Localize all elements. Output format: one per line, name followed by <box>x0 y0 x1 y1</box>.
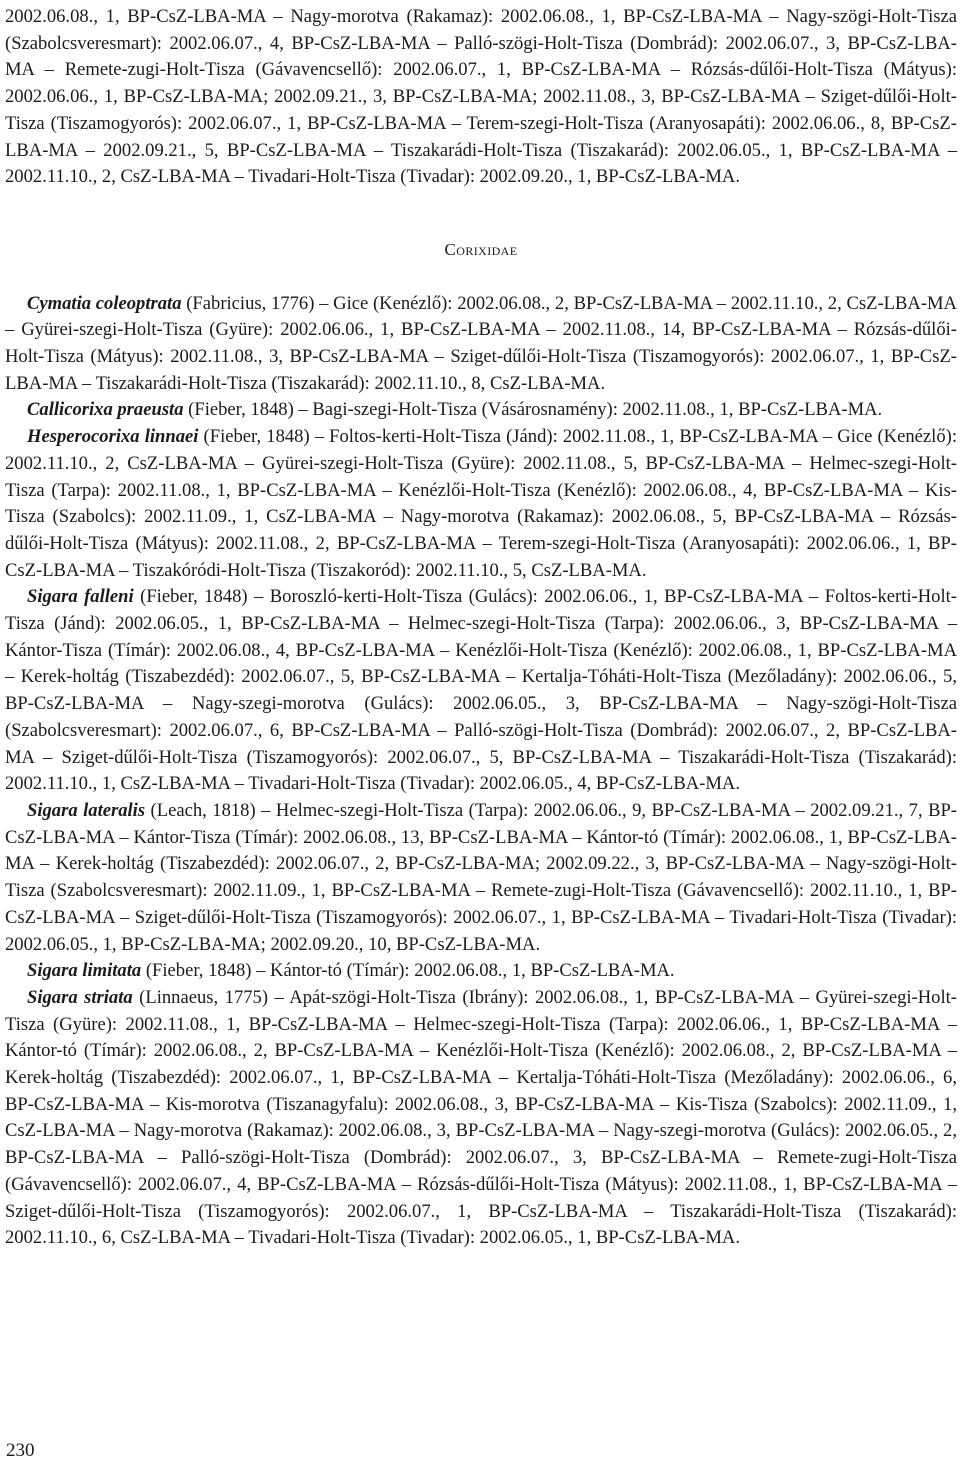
species-entry <box>5 958 957 985</box>
species-name: Sigara falleni <box>27 586 134 608</box>
species-name: Sigara striata <box>27 986 133 1008</box>
species-name: Cymatia coleoptrata <box>27 292 182 314</box>
species-records: (Fieber, 1848) – Foltos-kerti-Holt-Tisza (Jánd): 2002.11.08., 1, BP-CsZ-LBA-MA – Gice (Kenézlő): 2002.11.10., 2, CsZ-LBA-MA – Gyürei-szegi-Holt-Tisza (Gyüre): 2002.11.08., 5, BP-CsZ-LBA-MA – Helmec-szegi-Holt-Tisza (Tarpa): 2002.11.08., 1, BP-CsZ-LBA-MA – Kenézlői-Holt-Tisza (Kenézlő): 2002.06.08., 4, BP-CsZ-LBA-MA – Kis-Tisza (Szabolcs): 2002.11.09., 1, CsZ-LBA-MA – Nagy-morotva (Rakamaz): 2002.06.08., 5, BP-CsZ-LBA-MA – Rózsás-dűlői-Holt-Tisza (Mátyus): 2002.11.08., 2, BP-CsZ-LBA-MA – Terem-szegi-Holt-Tisza (Aranyosapáti): 2002.06.06., 1, BP-CsZ-LBA-MA – Tiszakóródi-Holt-Tisza (Tiszakoród): 2002.11.10., 5, CsZ-LBA-MA. <box>5 426 957 581</box>
species-name: Sigara limitata <box>27 960 142 982</box>
species-name: Callicorixa praeusta <box>27 399 184 421</box>
species-records: (Linnaeus, 1775) – Apát-szögi-Holt-Tisza (Ibrány): 2002.06.08., 1, BP-CsZ-LBA-MA – Gyürei-szegi-Holt-Tisza (Gyüre): 2002.11.08., 1, BP-CsZ-LBA-MA – Helmec-szegi-Holt-Tisza (Tarpa): 2002.06.06., 1, BP-CsZ-LBA-MA – Kántor-tó (Tímár): 2002.06.08., 2, BP-CsZ-LBA-MA – Kenézlői-Holt-Tisza (Kenézlő): 2002.06.08., 2, BP-CsZ-LBA-MA – Kerek-holtág (Tiszabezdéd): 2002.06.07., 1, BP-CsZ-LBA-MA – Kertalja-Tóháti-Holt-Tisza (Mezőladány): 2002.06.06., 6, BP-CsZ-LBA-MA – Kis-morotva (Tiszanagyfalu): 2002.06.08., 3, BP-CsZ-LBA-MA – Kis-Tisza (Szabolcs): 2002.11.09., 1, CsZ-LBA-MA – Nagy-morotva (Rakamaz): 2002.06.08., 3, BP-CsZ-LBA-MA – Nagy-szegi-morotva (Gulács): 2002.06.05., 2, BP-CsZ-LBA-MA – Palló-szögi-Holt-Tisza (Dombrád): 2002.06.07., 3, BP-CsZ-LBA-MA – Remete-zugi-Holt-Tisza (Gávavencsellő): 2002.06.07., 4, BP-CsZ-LBA-MA – Rózsás-dűlői-Holt-Tisza (Mátyus): 2002.11.08., 1, BP-CsZ-LBA-MA – Sziget-dűlői-Holt-Tisza (Tiszamogyorós): 2002.06.07., 1, BP-CsZ-LBA-MA – Tiszakarádi-Holt-Tisza (Tiszakarád): 2002.11.10., 6, CsZ-LBA-MA – Tivadari-Holt-Tisza (Tivadar): 2002.06.05., 1, BP-CsZ-LBA-MA. <box>5 986 957 1249</box>
species-entry <box>5 291 957 398</box>
species-entry <box>5 985 957 1252</box>
species-records: (Fieber, 1848) – Boroszló-kerti-Holt-Tisza (Gulács): 2002.06.06., 1, BP-CsZ-LBA-MA – Foltos-kerti-Holt-Tisza (Jánd): 2002.06.05., 1, BP-CsZ-LBA-MA – Helmec-szegi-Holt-Tisza (Tarpa): 2002.06.06., 3, BP-CsZ-LBA-MA – Kántor-Tisza (Tímár): 2002.06.08., 4, BP-CsZ-LBA-MA – Kenézlői-Holt-Tisza (Kenézlő): 2002.06.08., 1, BP-CsZ-LBA-MA – Kerek-holtág (Tiszabezdéd): 2002.06.07., 5, BP-CsZ-LBA-MA – Kertalja-Tóháti-Holt-Tisza (Mezőladány): 2002.06.06., 5, BP-CsZ-LBA-MA – Nagy-szegi-morotva (Gulács): 2002.06.05., 3, BP-CsZ-LBA-MA – Nagy-szögi-Holt-Tisza (Szabolcsveresmart): 2002.06.07., 6, BP-CsZ-LBA-MA – Palló-szögi-Holt-Tisza (Dombrád): 2002.06.07., 2, BP-CsZ-LBA-MA – Sziget-dűlői-Holt-Tisza (Tiszamogyorós): 2002.06.07., 5, BP-CsZ-LBA-MA – Tiszakarádi-Holt-Tisza (Tiszakarád): 2002.11.10., 1, CsZ-LBA-MA – Tivadari-Holt-Tisza (Tivadar): 2002.06.05., 4, BP-CsZ-LBA-MA. <box>5 586 957 795</box>
page-number: 230 <box>6 1440 35 1461</box>
species-entry <box>5 397 957 424</box>
species-name: Sigara lateralis <box>27 799 146 821</box>
document-page <box>5 4 957 1252</box>
section-title: Corixidae <box>444 239 518 259</box>
species-records: (Fabricius, 1776) – Gice (Kenézlő): 2002.06.08., 2, BP-CsZ-LBA-MA – 2002.11.10., 2, CsZ-LBA-MA – Gyürei-szegi-Holt-Tisza (Gyüre): 2002.06.06., 1, BP-CsZ-LBA-MA – 2002.11.08., 14, BP-CsZ-LBA-MA – Rózsás-dűlői-Holt-Tisza (Mátyus): 2002.11.08., 3, BP-CsZ-LBA-MA – Sziget-dűlői-Holt-Tisza (Tiszamogyorós): 2002.06.07., 1, BP-CsZ-LBA-MA – Tiszakarádi-Holt-Tisza (Tiszakarád): 2002.11.10., 8, CsZ-LBA-MA. <box>5 292 957 394</box>
species-entry <box>5 424 957 584</box>
species-records: (Fieber, 1848) – Kántor-tó (Tímár): 2002.06.08., 1, BP-CsZ-LBA-MA. <box>141 960 675 982</box>
species-entry <box>5 584 957 798</box>
intro-paragraph: 2002.06.08., 1, BP-CsZ-LBA-MA – Nagy-morotva (Rakamaz): 2002.06.08., 1, BP-CsZ-LBA-MA – Nagy-szögi-Holt-Tisza (Szabolcsveresmart): 2002.06.07., 4, BP-CsZ-LBA-MA – Palló-szögi-Holt-Tisza (Dombrád): 2002.06.07., 3, BP-CsZ-LBA-MA – Remete-zugi-Holt-Tisza (Gávavencsellő): 2002.06.07., 1, BP-CsZ-LBA-MA – Rózsás-dűlői-Holt-Tisza (Mátyus): 2002.06.06., 1, BP-CsZ-LBA-MA; 2002.09.21., 3, BP-CsZ-LBA-MA; 2002.11.08., 3, BP-CsZ-LBA-MA – Sziget-dűlői-Holt-Tisza (Tiszamogyorós): 2002.06.07., 1, BP-CsZ-LBA-MA – Terem-szegi-Holt-Tisza (Aranyosapáti): 2002.06.06., 8, BP-CsZ-LBA-MA – 2002.09.21., 5, BP-CsZ-LBA-MA – Tiszakarádi-Holt-Tisza (Tiszakarád): 2002.06.05., 1, BP-CsZ-LBA-MA – 2002.11.10., 2, CsZ-LBA-MA – Tivadari-Holt-Tisza (Tivadar): 2002.09.20., 1, BP-CsZ-LBA-MA. <box>5 6 957 188</box>
species-records: (Leach, 1818) – Helmec-szegi-Holt-Tisza (Tarpa): 2002.06.06., 9, BP-CsZ-LBA-MA – 2002.09.21., 7, BP-CsZ-LBA-MA – Kántor-Tisza (Tímár): 2002.06.08., 13, BP-CsZ-LBA-MA – Kántor-tó (Tímár): 2002.06.08., 1, BP-CsZ-LBA-MA – Kerek-holtág (Tiszabezdéd): 2002.06.07., 2, BP-CsZ-LBA-MA; 2002.09.22., 3, BP-CsZ-LBA-MA – Nagy-szögi-Holt-Tisza (Szabolcsveresmart): 2002.11.09., 1, BP-CsZ-LBA-MA – Remete-zugi-Holt-Tisza (Gávavencsellő): 2002.11.10., 1, BP-CsZ-LBA-MA – Sziget-dűlői-Holt-Tisza (Tiszamogyorós): 2002.06.07., 1, BP-CsZ-LBA-MA – Tivadari-Holt-Tisza (Tivadar): 2002.06.05., 1, BP-CsZ-LBA-MA; 2002.09.20., 10, BP-CsZ-LBA-MA. <box>5 799 958 955</box>
species-entry <box>5 798 957 958</box>
species-name: Hesperocorixa linnaei <box>27 426 199 448</box>
species-records: (Fieber, 1848) – Bagi-szegi-Holt-Tisza (Vásárosnamény): 2002.11.08., 1, BP-CsZ-LBA-MA. <box>183 399 883 421</box>
